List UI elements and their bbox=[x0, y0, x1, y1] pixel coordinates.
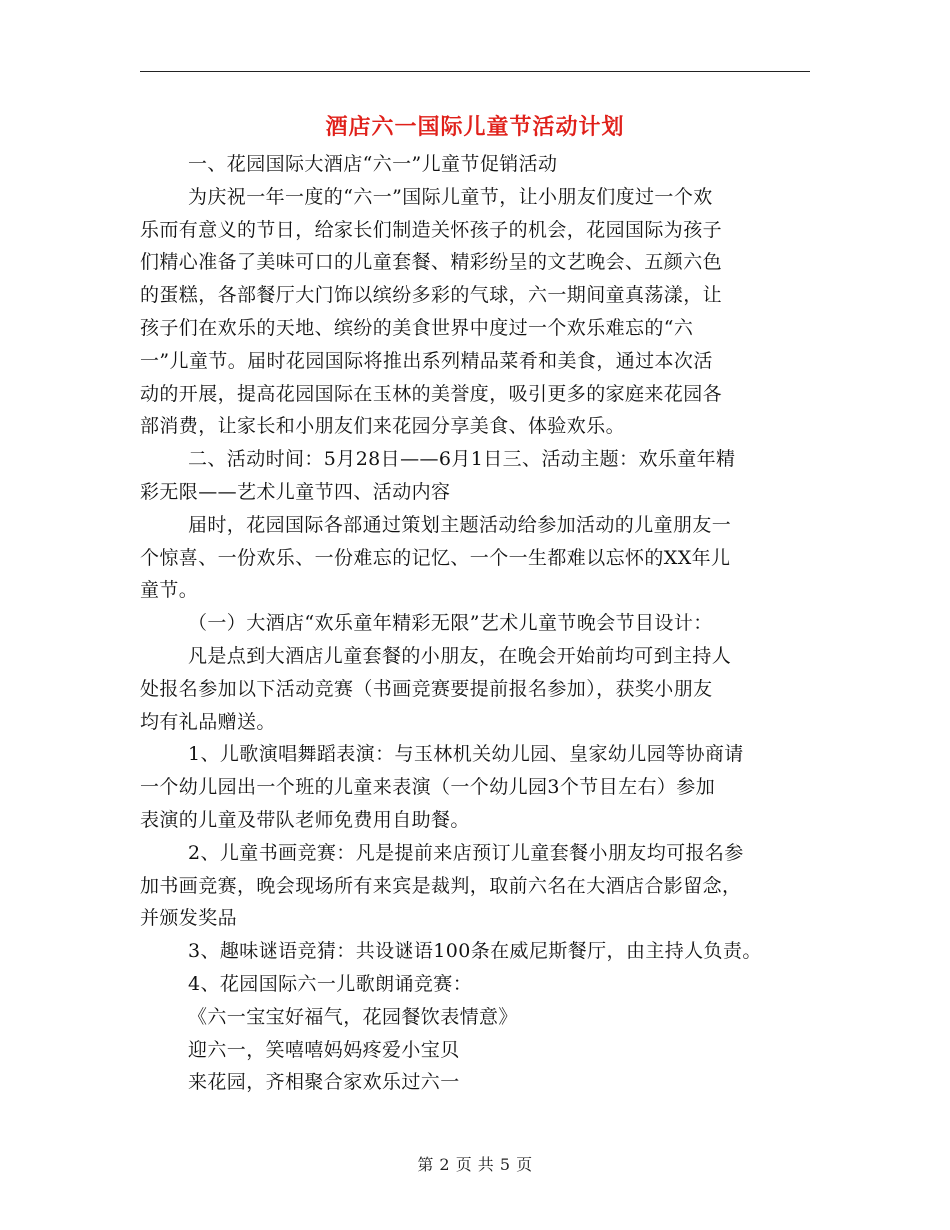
text-line: 部消费，让家长和小朋友们来花园分享美食、体验欢乐。 bbox=[140, 415, 626, 438]
text-line: 届时，花园国际各部通过策划主题活动给参加活动的儿童朋友一 bbox=[188, 513, 732, 536]
text-line: 一个幼儿园出一个班的儿童来表演（一个幼儿园3个节目左右）参加 bbox=[140, 776, 716, 799]
text-line: （一）大酒店“欢乐童年精彩无限”艺术儿童节晚会节目设计： bbox=[188, 612, 713, 635]
text-line: 为庆祝一年一度的“六一”国际儿童节，让小朋友们度过一个欢 bbox=[188, 185, 713, 208]
document-title: 酒店六一国际儿童节活动计划 bbox=[325, 114, 625, 140]
header-rule bbox=[140, 71, 810, 72]
text-line: 均有礼品赠送。 bbox=[140, 710, 276, 733]
text-line: 迎六一，笑嘻嘻妈妈疼爱小宝贝 bbox=[188, 1038, 460, 1061]
text-line: 个惊喜、一份欢乐、一份难忘的记忆、一个一生都难以忘怀的XX年儿 bbox=[140, 546, 731, 569]
text-line: 乐而有意义的节日，给家长们制造关怀孩子的机会，花园国际为孩子 bbox=[140, 218, 723, 241]
text-line: 3、趣味谜语竞猜：共设谜语100条在威尼斯餐厅，由主持人负责。 bbox=[188, 940, 762, 963]
text-line: 童节。 bbox=[140, 579, 199, 602]
page-footer: 第 2 页 共 5 页 bbox=[417, 1155, 533, 1174]
text-line: 动的开展，提高花园国际在玉林的美誉度，吸引更多的家庭来花园各 bbox=[140, 382, 723, 405]
text-line: 一”儿童节。届时花园国际将推出系列精品菜肴和美食，通过本次活 bbox=[140, 349, 713, 372]
text-line: 《六一宝宝好福气，花园餐饮表情意》 bbox=[188, 1005, 518, 1028]
text-line: 彩无限——艺术儿童节四、活动内容 bbox=[140, 480, 451, 503]
text-line: 4、花园国际六一儿歌朗诵竞赛： bbox=[188, 972, 473, 995]
text-line: 孩子们在欢乐的天地、缤纷的美食世界中度过一个欢乐难忘的“六 bbox=[140, 316, 694, 339]
text-line: 的蛋糕，各部餐厅大门饰以缤纷多彩的气球，六一期间童真荡漾，让 bbox=[140, 284, 723, 307]
text-line: 二、活动时间：5月28日——6月1日三、活动主题：欢乐童年精 bbox=[188, 448, 736, 471]
text-line: 来花园，齐相聚合家欢乐过六一 bbox=[188, 1071, 460, 1094]
text-line: 2、儿童书画竞赛：凡是提前来店预订儿童套餐小朋友均可报名参 bbox=[188, 841, 744, 864]
document-body bbox=[140, 148, 820, 1099]
text-line: 并颁发奖品 bbox=[140, 907, 238, 930]
text-line: 表演的儿童及带队老师免费用自助餐。 bbox=[140, 808, 470, 831]
text-line: 一、花园国际大酒店“六一”儿童节促销活动 bbox=[188, 153, 558, 175]
text-line: 加书画竞赛，晚会现场所有来宾是裁判，取前六名在大酒店合影留念， bbox=[140, 874, 742, 897]
text-line: 们精心准备了美味可口的儿童套餐、精彩纷呈的文艺晚会、五颜六色 bbox=[140, 251, 723, 274]
text-line: 凡是点到大酒店儿童套餐的小朋友，在晚会开始前均可到主持人 bbox=[188, 644, 732, 667]
text-line: 1、儿歌演唱舞蹈表演：与玉林机关幼儿园、皇家幼儿园等协商请 bbox=[188, 743, 744, 766]
text-line: 处报名参加以下活动竞赛（书画竞赛要提前报名参加），获奖小朋友 bbox=[140, 677, 713, 700]
